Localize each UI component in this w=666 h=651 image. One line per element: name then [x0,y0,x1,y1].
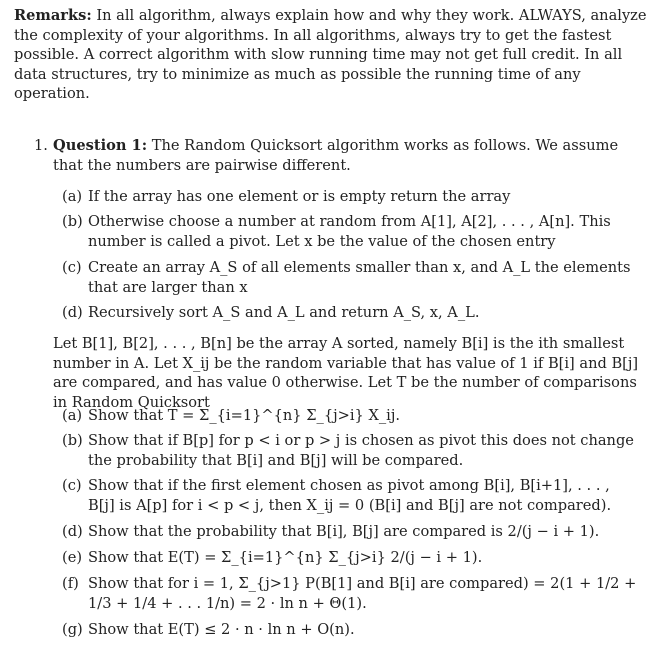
question-number: 1. [34,137,48,154]
step-label: (d) [62,304,83,321]
remarks-text: In all algorithm, always explain how and why they work. ALWAYS, analyze the complexity of your algorithms. In all algorithms, always try to get the fastest possible. A correct algorithm with slow running time may not get full credit. In all data structures, try to minimize as much as possible the running time of any operation. [14,7,647,102]
part-label: (b) [62,432,83,449]
part-text: Show that T = Σ_{i=1}^{n} Σ_{j>i} X_ij. [88,407,400,424]
part-text: Show that if the first element chosen as pivot among B[i], B[i+1], . . . , B[j] is A[p] for i < p < j, then X_ij = 0 (B[i] and B[j] are not compared). [88,477,612,514]
step-label: (b) [62,213,83,230]
step-label: (a) [62,188,83,205]
part-label: (e) [62,549,83,566]
step-text: If the array has one element or is empty return the array [88,188,511,205]
sub-question [62,574,638,613]
part-label: (c) [62,477,82,494]
sub-question [62,620,638,640]
part-text: Show that for i = 1, Σ_{j>1} P(B[1] and B[i] are compared) = 2(1 + 1/2 + 1/3 + 1/4 + . . . 1/n) = 2 · ln n + Θ(1). [88,575,637,612]
sub-question [62,476,638,515]
sub-question [62,522,638,542]
definitions-paragraph: Let B[1], B[2], . . . , B[n] be the array A sorted, namely B[i] is the ith smallest number in A. Let X_ij be the random variable that has value of 1 if B[i] and B[j] are compared, and has value 0 otherwise. Let T be the number of comparisons in Random Quicksort [53,335,639,411]
part-label: (f) [62,575,79,592]
step-text: Otherwise choose a number at random from A[1], A[2], . . . , A[n]. This number is called a pivot. Let x be the value of the chosen entry [88,213,611,250]
step-text: Recursively sort A_S and A_L and return A_S, x, A_L. [88,304,480,321]
algorithm-step [62,303,638,323]
part-text: Show that E(T) = Σ_{i=1}^{n} Σ_{j>i} 2/(j − i + 1). [88,549,483,566]
step-text: Create an array A_S of all elements smaller than x, and A_L the elements that are larger than x [88,259,631,296]
question-1 [34,136,646,175]
part-text: Show that the probability that B[i], B[j] are compared is 2/(j − i + 1). [88,523,600,540]
question-intro: The Random Quicksort algorithm works as follows. We assume that the numbers are pairwise different. [53,137,619,174]
sub-question [62,548,638,568]
algorithm-step [62,187,638,207]
remarks-label: Remarks: [14,7,92,24]
part-label: (d) [62,523,83,540]
algorithm-step [62,258,638,297]
part-label: (a) [62,407,83,424]
algorithm-step [62,212,638,251]
step-label: (c) [62,259,82,276]
question-title: Question 1: [53,137,148,154]
remarks-paragraph [14,6,654,104]
sub-question [62,431,638,470]
part-text: Show that if B[p] for p < i or p > j is chosen as pivot this does not change the probability that B[i] and B[j] will be compared. [88,432,634,469]
part-text: Show that E(T) ≤ 2 · n · ln n + O(n). [88,621,355,638]
part-label: (g) [62,621,83,638]
sub-question [62,406,638,426]
